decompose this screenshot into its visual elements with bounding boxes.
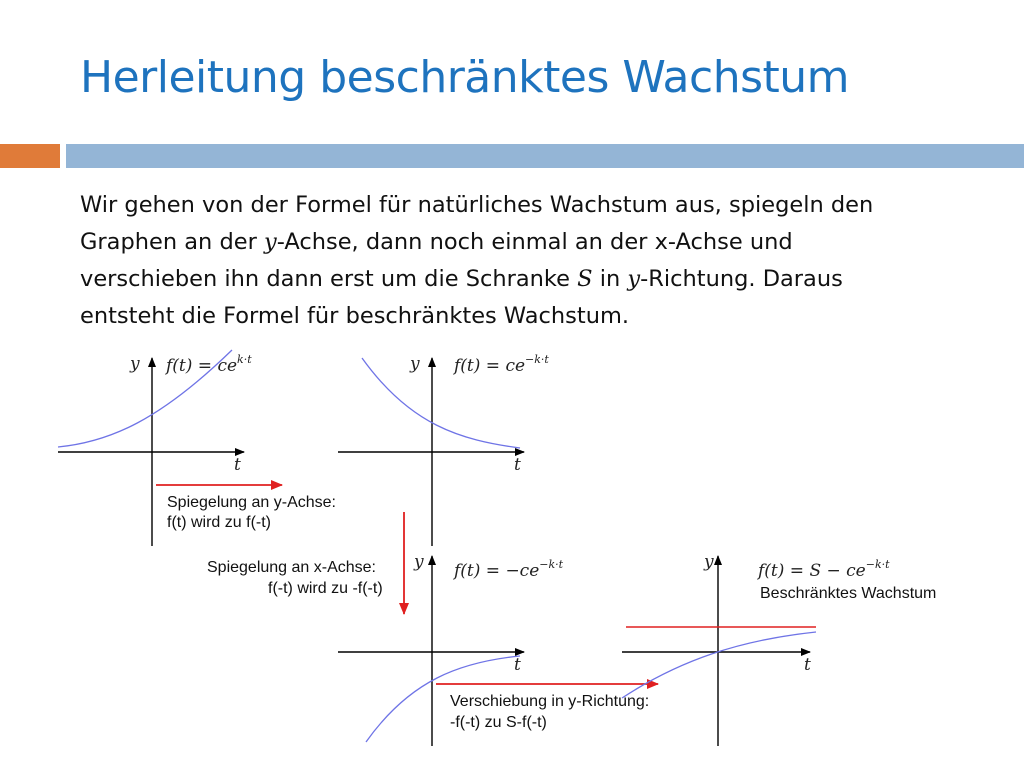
graph2-y-label: y xyxy=(410,354,420,374)
graph1-formula xyxy=(164,353,252,376)
graph2-t-label: t xyxy=(514,455,521,475)
graph1-y-label: y xyxy=(130,354,140,374)
graph4-formula-main: f(t) = S − ce xyxy=(758,561,866,581)
graph3-formula-exp: −k·t xyxy=(539,558,564,571)
graph4-formula xyxy=(756,558,890,581)
graph1-t-label: t xyxy=(234,455,241,475)
graph3-t-label: t xyxy=(514,655,521,675)
body-line-3-s: S xyxy=(577,266,593,292)
graph2-formula xyxy=(452,353,549,376)
body-line-3-y: y xyxy=(627,266,641,292)
body-line-2-b: -Achse, dann noch einmal an der x-Achse und xyxy=(276,229,793,255)
step2-note-line1: Spiegelung an x-Achse: xyxy=(207,559,376,576)
graph-decay xyxy=(338,353,549,546)
step3-note-line2: -f(-t) zu S-f(-t) xyxy=(450,714,547,731)
step2-note-line2: f(-t) wird zu -f(-t) xyxy=(268,580,383,597)
body-line-3-a: verschieben ihn dann erst um die Schranke xyxy=(80,266,578,292)
slide-title: Herleitung beschränktes Wachstum xyxy=(80,52,850,103)
graph4-t-label: t xyxy=(804,655,811,675)
step3-note-line1: Verschiebung in y-Richtung: xyxy=(450,693,650,710)
body-line-2-a: Graphen an der xyxy=(80,229,264,255)
graph2-formula-main: f(t) = ce xyxy=(454,356,526,376)
graph4-formula-exp: −k·t xyxy=(865,558,890,571)
body-line-4: entsteht die Formel für beschränktes Wachstum. xyxy=(80,303,630,329)
graph-bounded xyxy=(622,552,936,746)
graph3-formula-main: f(t) = −ce xyxy=(454,561,540,581)
graph3-formula xyxy=(452,558,564,581)
graph1-formula-main: f(t) = ce xyxy=(166,356,238,376)
body-line-2-y: y xyxy=(264,229,277,255)
body-line-1: Wir gehen von der Formel für natürliches Wachstum aus, spiegeln den xyxy=(80,192,874,218)
graph3-y-label: y xyxy=(414,552,424,572)
graph1-formula-exp: k·t xyxy=(237,353,252,366)
graph4-curve xyxy=(622,632,816,698)
graph4-y-label: y xyxy=(704,552,714,572)
step1-note-line2: f(t) wird zu f(-t) xyxy=(167,514,271,531)
graph4-caption: Beschränktes Wachstum xyxy=(760,585,937,602)
body-line-3-c: -Richtung. Daraus xyxy=(640,266,843,292)
step1-note-line1: Spiegelung an y-Achse: xyxy=(167,494,336,511)
body-line-3-b: in xyxy=(592,266,628,292)
graph2-formula-exp: −k·t xyxy=(525,353,549,366)
